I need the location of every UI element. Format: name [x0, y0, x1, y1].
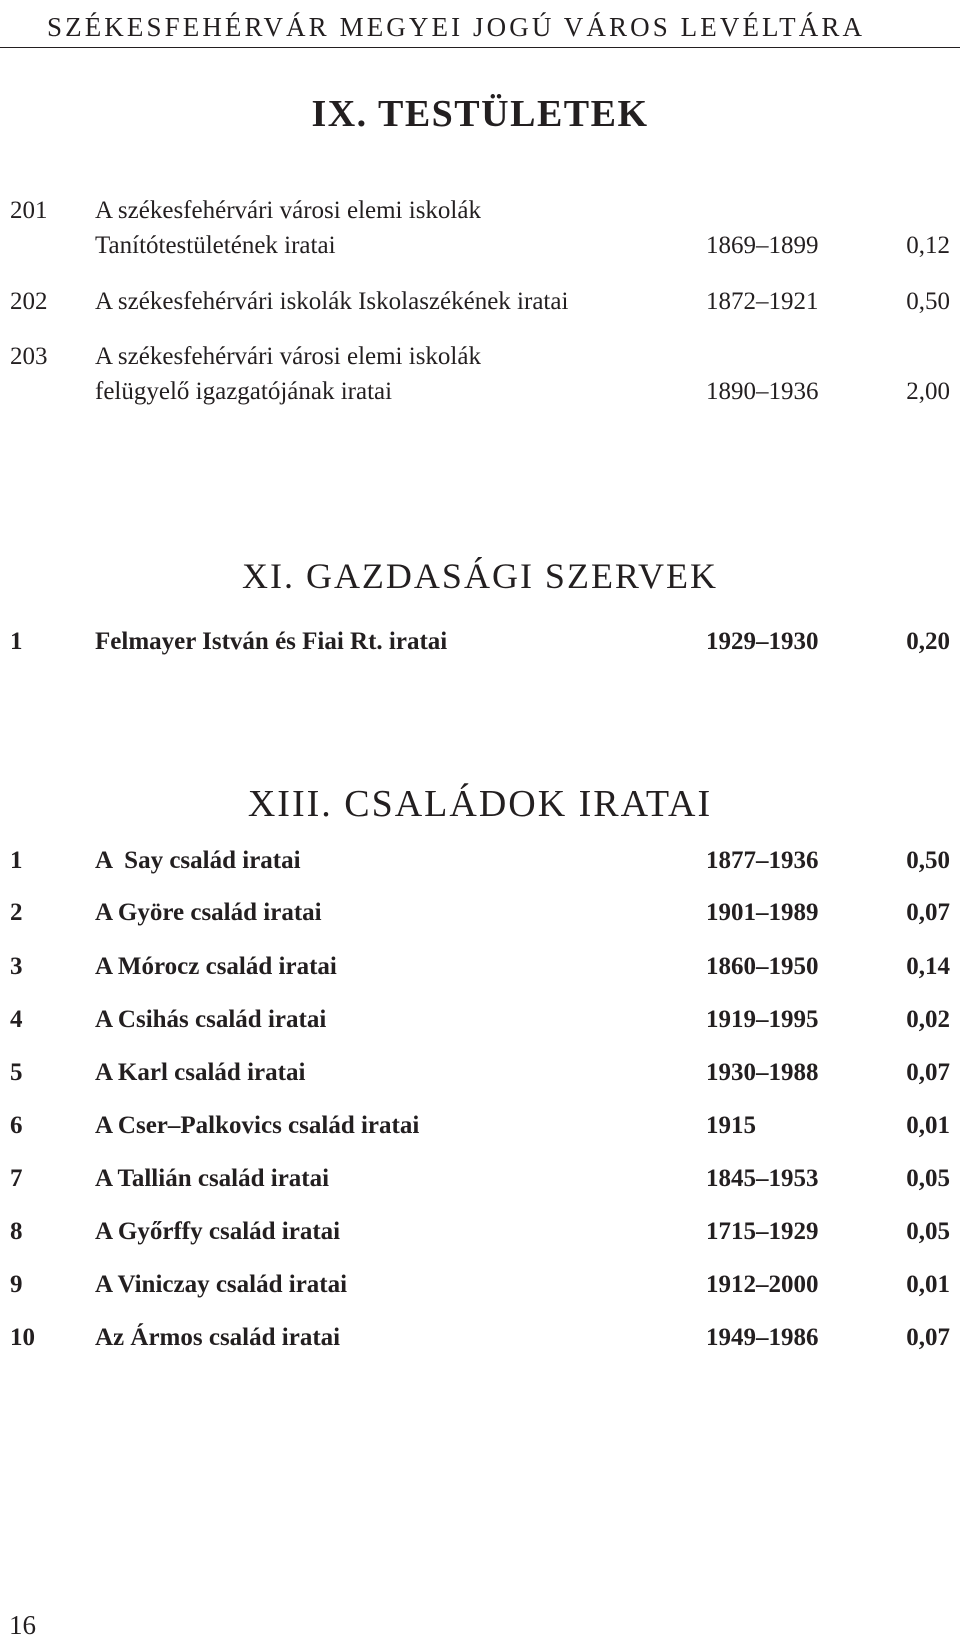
- list-item: [0, 378, 960, 410]
- entry-title-line: A Viniczay család iratai: [95, 1271, 348, 1298]
- entry-years: 1890–1936: [706, 378, 819, 405]
- list-item: [0, 847, 960, 879]
- entry-title-line: A Karl család iratai: [95, 1059, 306, 1086]
- entry-number: 202: [10, 288, 48, 315]
- list-item: [0, 232, 960, 264]
- list-item: [0, 288, 960, 320]
- entry-number: 10: [10, 1324, 35, 1351]
- entry-number: 4: [10, 1006, 23, 1033]
- section-title-testuletek: IX. TESTÜLETEK: [311, 93, 649, 135]
- entry-amount: 0,05: [906, 1165, 950, 1192]
- running-head: [0, 0, 960, 48]
- entry-number: 7: [10, 1165, 23, 1192]
- entry-title-line: A Györe család iratai: [95, 899, 322, 926]
- entry-title-line: A Csihás család iratai: [95, 1006, 327, 1033]
- entry-title-line: Az Ármos család iratai: [95, 1324, 341, 1351]
- entry-title-line: Tanítótestületének iratai: [95, 232, 336, 259]
- entry-years: 1845–1953: [706, 1165, 819, 1192]
- entry-amount: 0,05: [906, 1218, 950, 1245]
- entry-title-line: felügyelő igazgatójának iratai: [95, 378, 393, 405]
- entry-years: 1869–1899: [706, 232, 819, 259]
- entry-years: 1901–1989: [706, 899, 819, 926]
- entry-number: 1: [10, 847, 23, 874]
- entry-number: 201: [10, 197, 48, 224]
- list-item: [0, 343, 960, 375]
- entry-number: 203: [10, 343, 48, 370]
- list-item: [0, 1271, 960, 1303]
- running-head-text: SZÉKESFEHÉRVÁR MEGYEI JOGÚ VÁROS LEVÉLTÁRA: [47, 12, 866, 42]
- entry-amount: 0,07: [906, 1059, 950, 1086]
- list-item: [0, 953, 960, 985]
- entry-title-line: A Mórocz család iratai: [95, 953, 337, 980]
- entry-title-line: A Győrffy család iratai: [95, 1218, 341, 1245]
- list-item: [0, 1324, 960, 1356]
- entry-amount: 0,01: [906, 1112, 950, 1139]
- entry-years: 1877–1936: [706, 847, 819, 874]
- entry-amount: 0,02: [906, 1006, 950, 1033]
- entry-number: 8: [10, 1218, 23, 1245]
- entry-years: 1912–2000: [706, 1271, 819, 1298]
- list-item: [0, 899, 960, 931]
- entry-amount: 0,50: [906, 288, 950, 315]
- section-title-csaladok-iratai: XIII. CSALÁDOK IRATAI: [247, 783, 713, 825]
- entry-title-line: Felmayer István és Fiai Rt. iratai: [95, 628, 448, 655]
- list-item: [0, 1218, 960, 1250]
- list-item: [0, 1059, 960, 1091]
- section-title-gazdasagi-szervek: XI. GAZDASÁGI SZERVEK: [241, 556, 719, 596]
- list-item: [0, 1006, 960, 1038]
- entry-amount: 2,00: [906, 378, 950, 405]
- entry-years: 1915: [706, 1112, 756, 1139]
- entry-number: 3: [10, 953, 23, 980]
- entry-number: 9: [10, 1271, 23, 1298]
- entry-years: 1949–1986: [706, 1324, 819, 1351]
- list-item: [0, 197, 960, 229]
- entry-amount: 0,50: [906, 847, 950, 874]
- entry-years: 1919–1995: [706, 1006, 819, 1033]
- entry-years: 1860–1950: [706, 953, 819, 980]
- entry-years: 1929–1930: [706, 628, 819, 655]
- entry-amount: 0,12: [906, 232, 950, 259]
- entry-title-line: A székesfehérvári iskolák Iskolaszékének iratai: [95, 288, 569, 315]
- entry-number: 6: [10, 1112, 23, 1139]
- entry-amount: 0,01: [906, 1271, 950, 1298]
- entry-number: 1: [10, 628, 23, 655]
- list-item: [0, 628, 960, 660]
- list-item: [0, 1165, 960, 1197]
- entry-title-line: A Say család iratai: [95, 847, 301, 874]
- entry-title-line: A székesfehérvári városi elemi iskolák: [95, 343, 481, 370]
- entry-amount: 0,07: [906, 899, 950, 926]
- entry-title-line: A Cser–Palkovics család iratai: [95, 1112, 420, 1139]
- entry-years: 1715–1929: [706, 1218, 819, 1245]
- entry-amount: 0,20: [906, 628, 950, 655]
- entry-years: 1930–1988: [706, 1059, 819, 1086]
- entry-number: 5: [10, 1059, 23, 1086]
- entry-amount: 0,07: [906, 1324, 950, 1351]
- list-item: [0, 1112, 960, 1144]
- entry-title-line: A Tallián család iratai: [95, 1165, 330, 1192]
- entry-amount: 0,14: [906, 953, 950, 980]
- page-number: 16: [9, 1610, 36, 1640]
- entry-title-line: A székesfehérvári városi elemi iskolák: [95, 197, 481, 224]
- entry-number: 2: [10, 899, 23, 926]
- entry-years: 1872–1921: [706, 288, 819, 315]
